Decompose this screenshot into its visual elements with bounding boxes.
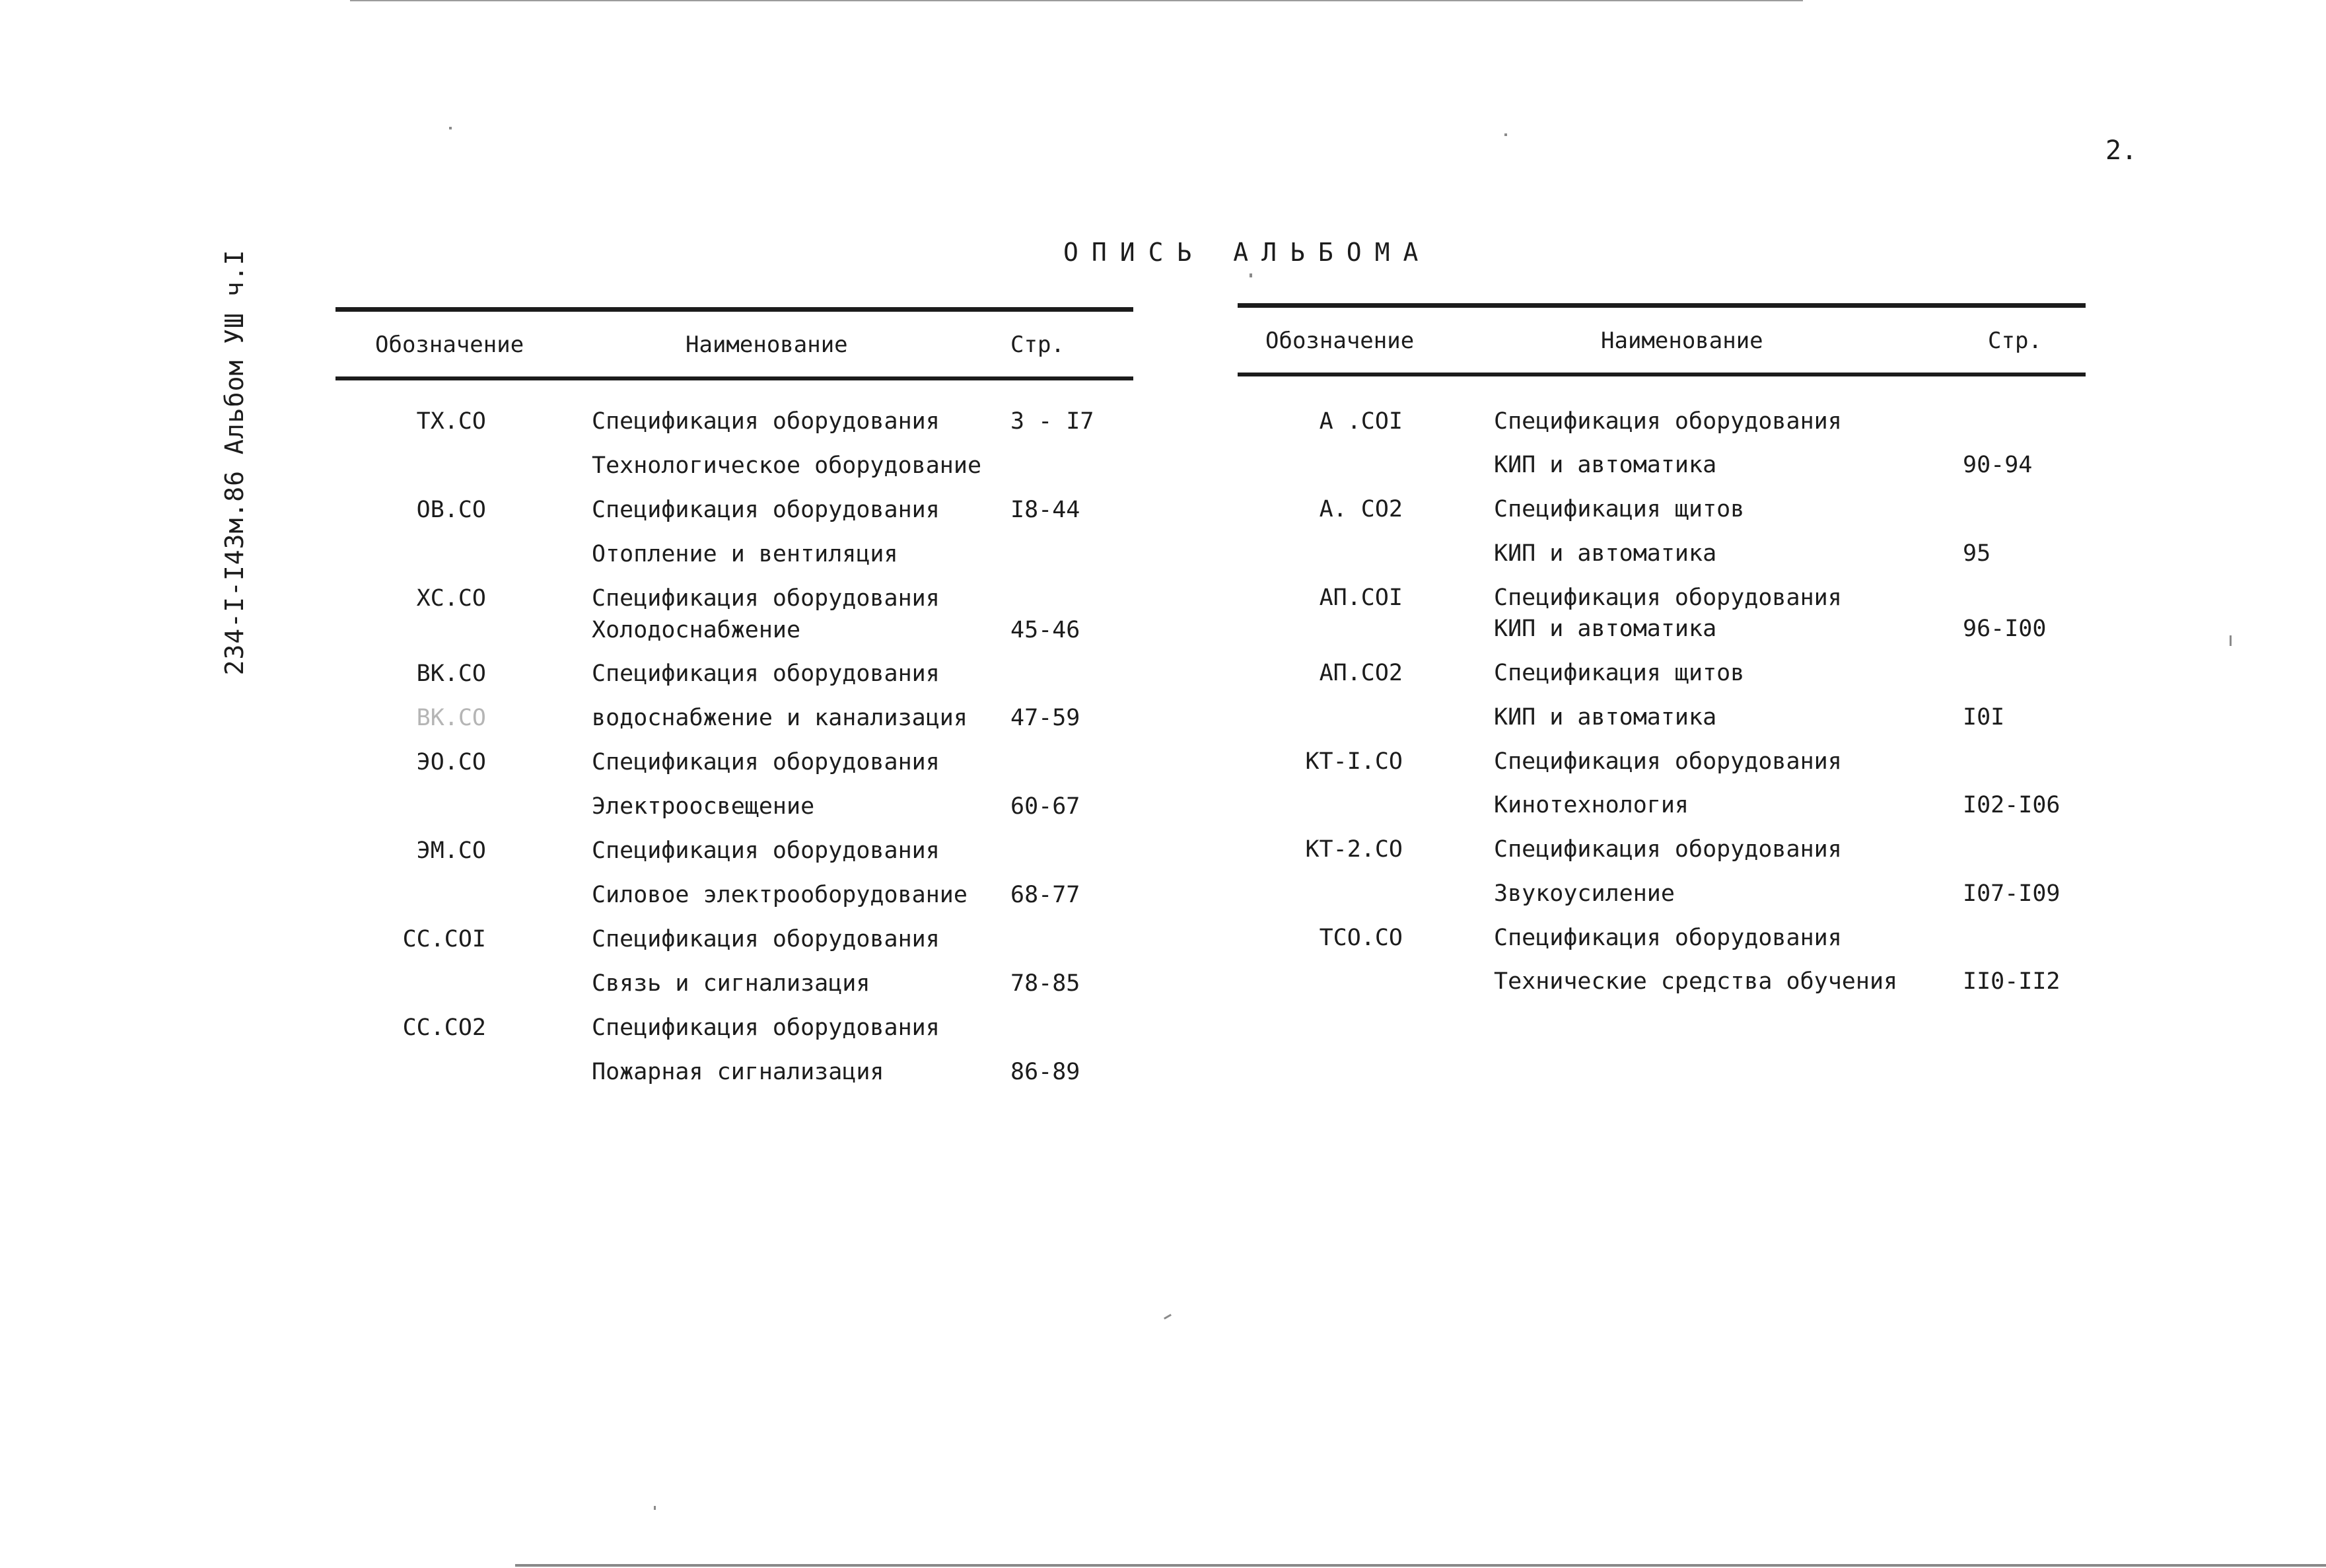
row-name: Силовое электрооборудование: [592, 882, 968, 908]
table-row: [1238, 792, 2086, 825]
row-pages: 47-59: [1010, 705, 1080, 731]
header-designation: Обозначение: [1265, 328, 1415, 354]
row-name: Спецификация оборудования: [592, 408, 940, 435]
row-name: Связь и сигнализация: [592, 970, 870, 997]
table-row: [1238, 968, 2086, 1001]
table-row: [335, 408, 1133, 441]
table-top-rule: [335, 307, 1133, 312]
row-name: Спецификация оборудования: [1494, 408, 1842, 435]
row-pages: 3 - I7: [1010, 408, 1094, 435]
row-designation: КТ-I.СО: [1305, 748, 1403, 775]
row-name: Отопление и вентиляция: [592, 541, 898, 567]
table-row: [1238, 496, 2086, 529]
header-pages: Стр.: [1010, 332, 1065, 358]
row-designation: КТ-2.СО: [1305, 836, 1403, 863]
table-row: [335, 749, 1133, 782]
row-name: Спецификация оборудования: [1494, 925, 1842, 951]
row-pages: I8-44: [1010, 497, 1080, 523]
table-row: [1238, 925, 2086, 958]
row-name: водоснабжение и канализация: [592, 705, 968, 731]
header-pages: Стр.: [1988, 328, 2042, 354]
scan-speck: [1504, 133, 1507, 136]
row-name: Звукоусиление: [1494, 880, 1675, 907]
row-designation: ЭМ.СО: [416, 837, 486, 864]
table-row: [1238, 880, 2086, 913]
row-designation: ОВ.СО: [416, 497, 486, 523]
table-row: [1238, 616, 2086, 649]
table-top-rule: [1238, 303, 2086, 308]
scan-speck: [2230, 635, 2232, 646]
row-name: КИП и автоматика: [1494, 540, 1717, 567]
row-designation: А. СО2: [1319, 496, 1403, 522]
table-row: [335, 970, 1133, 1003]
row-pages: 96-I00: [1963, 616, 2047, 642]
table-row: [335, 660, 1133, 694]
row-name: Спецификация оборудования: [592, 749, 940, 775]
table-row: [335, 705, 1133, 738]
contents-table-left: [335, 307, 1133, 1085]
row-designation: ЭО.СО: [416, 749, 486, 775]
row-designation: А .СОI: [1319, 408, 1403, 435]
row-name: Холодоснабжение: [592, 617, 801, 643]
table-row: [335, 497, 1133, 530]
row-pages: I0I: [1963, 704, 2005, 731]
row-name: Спецификация оборудования: [592, 660, 940, 687]
row-designation: АП.СО2: [1319, 660, 1403, 686]
row-name: КИП и автоматика: [1494, 616, 1717, 642]
row-pages: 90-94: [1963, 452, 2033, 478]
row-name: Электроосвещение: [592, 793, 815, 820]
row-pages: I02-I06: [1963, 792, 2061, 818]
row-pages: 45-46: [1010, 617, 1080, 643]
row-name: Спецификация оборудования: [592, 1015, 940, 1041]
row-pages: 86-89: [1010, 1059, 1080, 1085]
row-name: Спецификация щитов: [1494, 496, 1745, 522]
row-name: Спецификация оборудования: [1494, 748, 1842, 775]
row-name: Спецификация оборудования: [592, 837, 940, 864]
row-name: Пожарная сигнализация: [592, 1059, 884, 1085]
row-name: Спецификация оборудования: [1494, 836, 1842, 863]
row-name: Технологическое оборудование: [592, 452, 982, 479]
contents-table-right: [1238, 303, 2086, 995]
table-row: [335, 1015, 1133, 1048]
row-name: Технические средства обучения: [1494, 968, 1898, 995]
row-pages: 60-67: [1010, 793, 1080, 820]
table-row: [1238, 540, 2086, 573]
row-pages: 78-85: [1010, 970, 1080, 997]
page-number: 2.: [2105, 135, 2138, 166]
table-row: [335, 1059, 1133, 1092]
row-name: Спецификация оборудования: [592, 926, 940, 952]
table-row: [335, 585, 1133, 618]
scan-speck: [1164, 1314, 1172, 1320]
table-row: [1238, 704, 2086, 737]
table-row: [1238, 452, 2086, 485]
scan-edge-bottom: [515, 1564, 2326, 1567]
row-designation: ВК.СО: [416, 660, 486, 687]
row-designation: ХС.СО: [416, 585, 486, 612]
row-name: КИП и автоматика: [1494, 452, 1717, 478]
table-row: [335, 793, 1133, 826]
table-row: [1238, 660, 2086, 693]
table-row: [1238, 748, 2086, 781]
row-name: КИП и автоматика: [1494, 704, 1717, 731]
row-name: Спецификация оборудования: [592, 585, 940, 612]
row-pages: 68-77: [1010, 882, 1080, 908]
table-row: [335, 617, 1133, 650]
row-name: Спецификация оборудования: [1494, 585, 1842, 611]
scan-edge-top: [350, 0, 1803, 1]
header-name: Наименование: [1601, 328, 1763, 354]
header-designation: Обозначение: [375, 332, 524, 358]
row-name: Спецификация щитов: [1494, 660, 1745, 686]
table-row: [1238, 836, 2086, 869]
scan-speck: [1250, 273, 1252, 277]
table-row: [335, 837, 1133, 871]
table-row: [335, 926, 1133, 959]
row-pages: 95: [1963, 540, 1991, 567]
table-row: [1238, 585, 2086, 618]
table-header: [1238, 308, 2086, 373]
row-designation: ТСО.СО: [1319, 925, 1403, 951]
table-header-rule: [335, 376, 1133, 380]
scan-speck: [654, 1506, 656, 1510]
row-name: Кинотехнология: [1494, 792, 1689, 818]
row-pages: II0-II2: [1963, 968, 2061, 995]
page-title: ОПИСЬ АЛЬБОМА: [1063, 238, 1432, 267]
row-designation: ВК.СО: [416, 705, 486, 731]
row-designation: ТХ.СО: [416, 408, 486, 435]
row-designation: СС.СО2: [402, 1015, 486, 1041]
row-pages: I07-I09: [1963, 880, 2061, 907]
row-name: Спецификация оборудования: [592, 497, 940, 523]
table-row: [335, 541, 1133, 574]
scan-speck: [449, 127, 452, 129]
table-row: [335, 882, 1133, 915]
table-header-rule: [1238, 373, 2086, 376]
row-designation: СС.СОI: [402, 926, 486, 952]
table-row: [335, 452, 1133, 485]
table-header: [335, 312, 1133, 376]
header-name: Наименование: [686, 332, 848, 358]
document-side-code: 234-I-I43м.86 Альбом УШ ч.I: [220, 249, 249, 676]
table-row: [1238, 408, 2086, 441]
row-designation: АП.СОI: [1319, 585, 1403, 611]
